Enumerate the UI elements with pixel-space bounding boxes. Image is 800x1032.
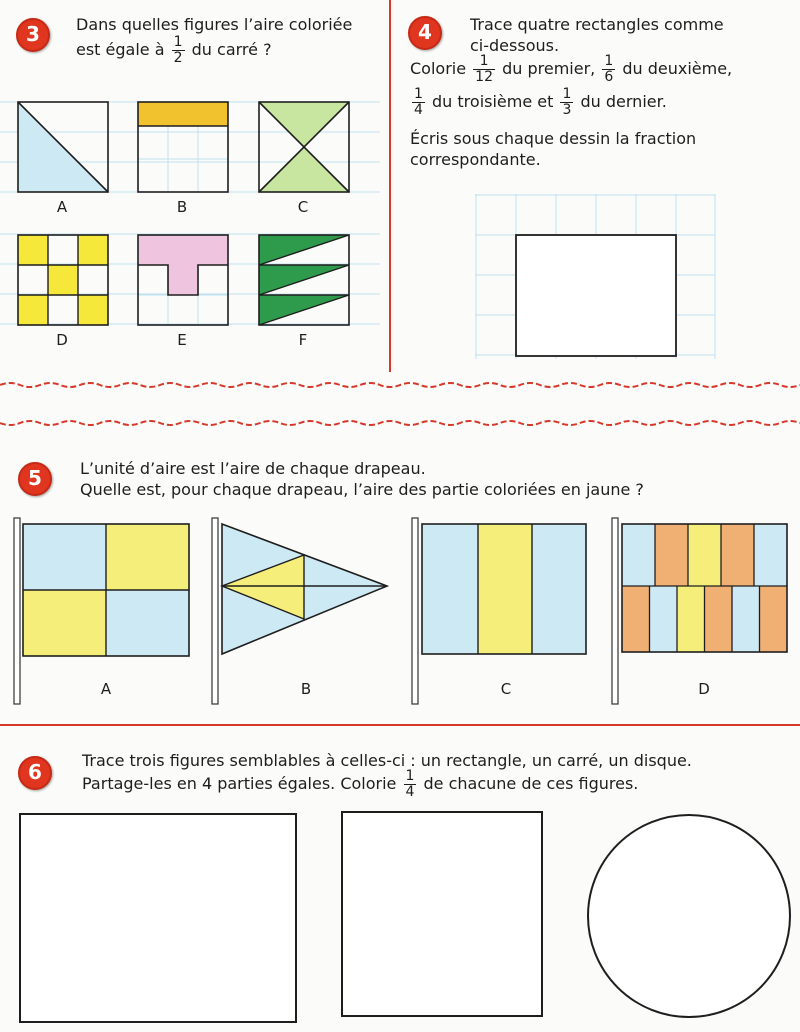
exercise-6-line1: Trace trois figures semblables à celles-ci : un rectangle, un carré, un disque. — [82, 751, 692, 770]
figure-f — [258, 234, 350, 326]
figure-d-cell-2 — [78, 235, 108, 265]
fraction-one-twelfth — [473, 54, 495, 85]
colorie-word: Colorie — [410, 59, 467, 78]
figure-b-colored-band — [138, 102, 228, 126]
figure-b-label: B — [176, 198, 188, 216]
exercise-4-line3 — [410, 54, 795, 85]
section-divider-bottom — [0, 418, 800, 426]
exercise-6-question — [82, 750, 782, 800]
fraction-2-text: du deuxième, — [622, 59, 733, 78]
exercise-6-line2 — [82, 769, 782, 800]
exercise-3-line2 — [76, 35, 386, 66]
model-rectangle-shape — [20, 814, 296, 1022]
fraction-denominator: 3 — [562, 102, 572, 118]
exercise-5-line2: Quelle est, pour chaque drapeau, l’aire des partie coloriées en jaune ? — [80, 480, 644, 499]
exercise-4-line1: Trace quatre rectangles comme — [470, 15, 724, 34]
exercise-3-badge: 3 — [16, 18, 50, 52]
exercise-5-question — [80, 458, 780, 500]
figure-d-cell-3 — [48, 265, 78, 295]
flag-c-yellow-middle — [478, 524, 532, 654]
flag-c-pole — [412, 518, 418, 704]
exercise-4-grid-rectangle — [475, 194, 720, 362]
figure-e — [137, 234, 229, 326]
fraction-one-half — [172, 35, 185, 66]
flag-b-pole — [212, 518, 218, 704]
fraction-one-quarter — [404, 769, 417, 800]
fraction-denominator: 4 — [405, 784, 415, 800]
flag-a-pole — [14, 518, 20, 704]
fraction-denominator: 4 — [414, 102, 423, 118]
exercise-3-line1: Dans quelles figures l’aire coloriée — [76, 15, 353, 34]
figure-d-cell-1 — [18, 235, 48, 265]
figure-f-label: F — [298, 331, 308, 349]
figure-d-cell-5 — [78, 295, 108, 325]
figure-b — [137, 101, 229, 193]
exercise-5-badge: 5 — [18, 462, 52, 496]
fraction-numerator: 1 — [473, 54, 495, 70]
fraction-numerator: 1 — [562, 86, 572, 102]
exercise-4-badge: 4 — [408, 16, 442, 50]
flag-c-blue-left — [422, 524, 478, 654]
fraction-denominator: 6 — [604, 69, 614, 85]
model-square-shape — [342, 812, 542, 1016]
exercise-3-line2-end: du carré ? — [191, 40, 272, 59]
model-rectangle — [516, 235, 676, 356]
flag-a-yellow-bottom-left — [23, 590, 106, 656]
exercise-5-line1: L’unité d’aire est l’aire de chaque drapeau. — [80, 459, 426, 478]
fraction-one-quarter — [412, 87, 425, 118]
exercise-4-line2: ci-dessous. — [470, 36, 560, 55]
flag-c-blue-right — [532, 524, 586, 654]
exercise-6-badge: 6 — [18, 756, 52, 790]
flag-a-label: A — [100, 680, 112, 698]
flag-b-label: B — [300, 680, 312, 698]
flag-a-yellow-top-right — [106, 524, 189, 590]
figure-a-label: A — [56, 198, 68, 216]
exercise-6-line2-end: de chacune de ces figures. — [423, 774, 639, 793]
figure-c — [258, 101, 350, 193]
figure-e-label: E — [177, 331, 187, 349]
exercise-divider-vertical — [389, 0, 391, 372]
figure-d-label: D — [56, 331, 68, 349]
model-disc-shape — [588, 815, 790, 1017]
fraction-numerator: 1 — [405, 768, 415, 784]
exercise-4-line4 — [410, 87, 795, 118]
exercise-6-shapes — [0, 808, 800, 1028]
exercise-6-line2-start: Partage-les en 4 parties égales. Colorie — [82, 774, 397, 793]
exercise-4-question — [410, 14, 795, 170]
fraction-numerator: 1 — [604, 53, 614, 69]
flag-d-label: D — [698, 680, 710, 698]
fraction-denominator: 2 — [173, 50, 183, 66]
figure-c-colored-top — [259, 102, 349, 147]
figure-a — [17, 101, 109, 193]
flag-d-top-row — [622, 524, 787, 586]
fraction-3-text: du troisième et — [432, 92, 554, 111]
fraction-one-sixth — [602, 54, 615, 85]
figure-c-label: C — [297, 198, 309, 216]
section-divider-5-6 — [0, 724, 800, 726]
exercise-3-line2-start: est égale à — [76, 40, 165, 59]
flag-c-label: C — [500, 680, 512, 698]
section-divider-top — [0, 380, 800, 388]
figure-d-cell-4 — [18, 295, 48, 325]
fraction-one-third — [560, 87, 573, 118]
fraction-numerator: 1 — [173, 34, 183, 50]
fraction-4-text: du dernier. — [580, 92, 667, 111]
exercise-4-line6: correspondante. — [410, 150, 541, 169]
exercise-3-question — [76, 14, 386, 66]
fraction-denominator: 12 — [475, 69, 493, 85]
flag-d-pole — [612, 518, 618, 704]
fraction-1-text: du premier, — [502, 59, 596, 78]
flag-a-blue-bottom-right — [106, 590, 189, 656]
figure-c-colored-bottom — [259, 147, 349, 192]
fraction-numerator: 1 — [414, 86, 423, 102]
figure-d — [17, 234, 109, 326]
flag-a-blue-top-left — [23, 524, 106, 590]
exercise-4-line5: Écris sous chaque dessin la fraction — [410, 129, 697, 148]
